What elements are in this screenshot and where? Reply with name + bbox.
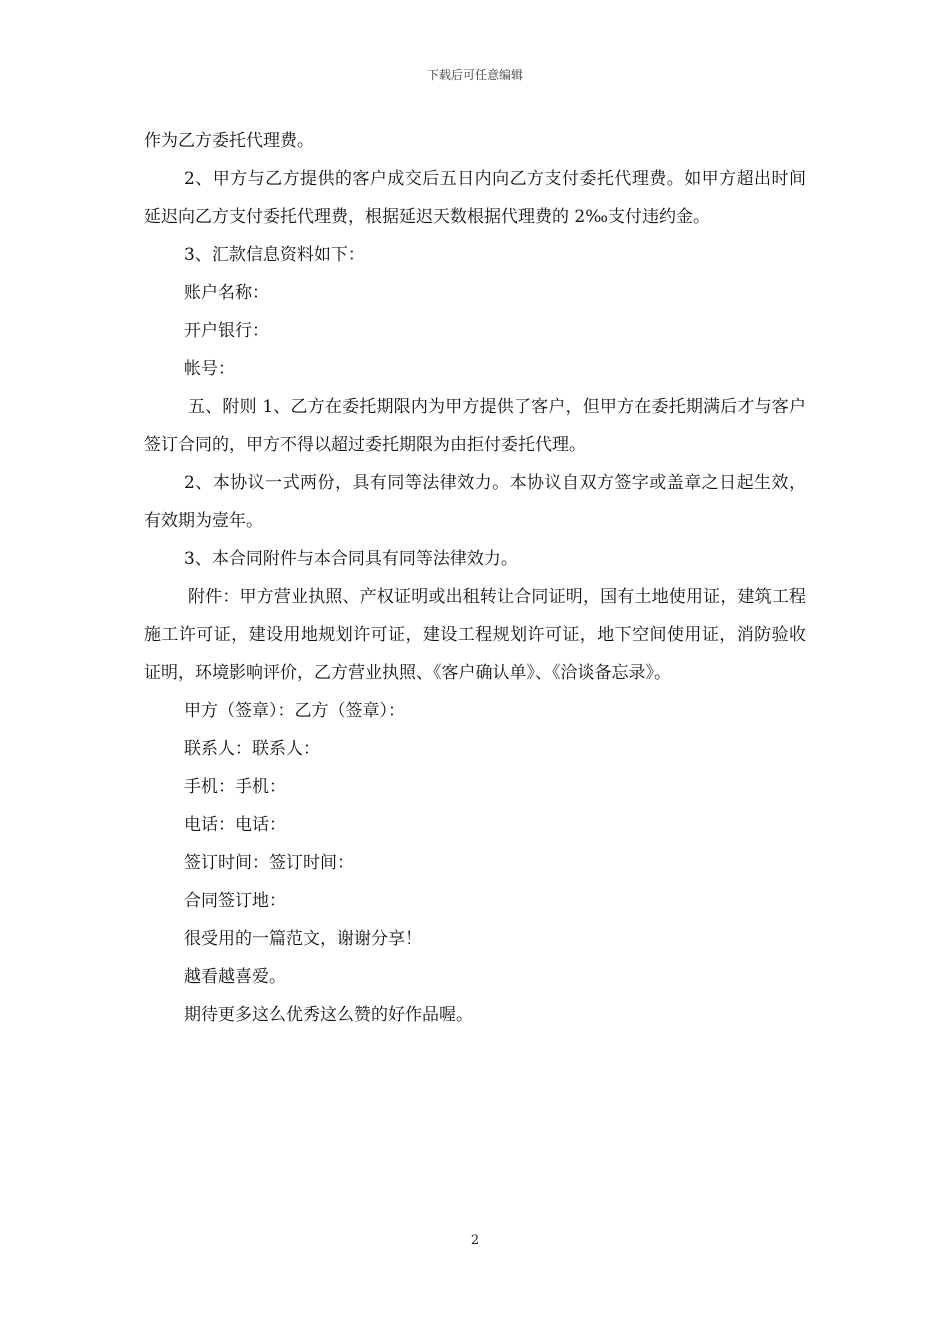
- paragraph-supplementary-clause: 五、附则 1、乙方在委托期限内为甲方提供了客户，但甲方在委托期满后才与客户签订合同的，甲方不得以超过委托期限为由拒付委托代理。: [144, 397, 806, 455]
- paragraph-remittance-info: 3、汇款信息资料如下：: [184, 245, 365, 265]
- comment-line-2: 越看越喜爱。: [184, 967, 286, 987]
- field-account-number: 帐号：: [184, 359, 235, 379]
- paragraph-copies-validity: 2、本协议一式两份，具有同等法律效力。本协议自双方签字或盖章之日起生效，有效期为壹年。: [144, 473, 806, 531]
- document-body: [144, 122, 806, 1034]
- paragraph-agency-fee-end: 作为乙方委托代理费。: [144, 131, 314, 151]
- field-bank: 开户银行：: [184, 321, 269, 341]
- field-mobile: 手机：手机：: [184, 777, 286, 797]
- paragraph-payment-terms: 2、甲方与乙方提供的客户成交后五日内向乙方支付委托代理费。如甲方超出时间延迟向乙方支付委托代理费，根据延迟天数根据代理费的 2‰支付违约金。: [144, 169, 806, 227]
- comment-line-3: 期待更多这么优秀这么赞的好作品喔。: [184, 1005, 473, 1025]
- field-account-name: 账户名称：: [184, 283, 269, 303]
- page-header: 下载后可任意编辑: [426, 68, 523, 82]
- paragraph-attachments-list: 附件：甲方营业执照、产权证明或出租转让合同证明，国有土地使用证，建筑工程施工许可证，建设用地规划许可证，建设工程规划许可证，地下空间使用证，消防验收证明，环境影响评价，乙方营业执照、《客户确认单》、《洽谈备忘录》。: [144, 587, 806, 683]
- page-number: 2: [470, 1233, 480, 1248]
- field-telephone: 电话：电话：: [184, 815, 286, 835]
- field-contact-person: 联系人：联系人：: [184, 739, 320, 759]
- comment-line-1: 很受用的一篇范文，谢谢分享！: [184, 929, 422, 949]
- field-signatures: 甲方（签章）：乙方（签章）：: [184, 701, 405, 721]
- paragraph-attachment-validity: 3、本合同附件与本合同具有同等法律效力。: [184, 549, 518, 569]
- field-signing-place: 合同签订地：: [184, 891, 286, 911]
- field-signing-date: 签订时间：签订时间：: [184, 853, 354, 873]
